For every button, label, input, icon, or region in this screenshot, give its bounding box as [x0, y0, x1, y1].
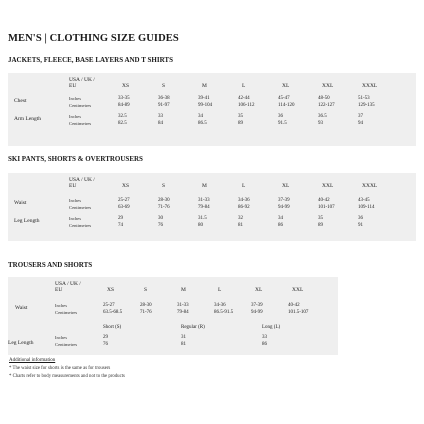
table-cell: 36 [358, 216, 363, 221]
size-header: M [202, 83, 207, 89]
table-cell: 86 [262, 342, 267, 347]
table-cell: 91-97 [158, 103, 170, 108]
table-cell: 51-53 [358, 96, 370, 101]
section-title: JACKETS, FLEECE, BASE LAYERS AND T SHIRTS [8, 56, 173, 64]
table-cell: 71-76 [140, 310, 152, 315]
section-title: SKI PANTS, SHORTS & OVERTROUSERS [8, 155, 143, 163]
table-cell: 86.5 [198, 121, 207, 126]
table-cell: 29 [118, 216, 123, 221]
table-cell: 114-120 [278, 103, 295, 108]
table-cell: 34-36 [238, 198, 250, 203]
row-label: Leg Length [8, 340, 34, 346]
table-cell: 122-127 [318, 103, 335, 108]
table-cell: 101-107 [318, 205, 335, 210]
table-cell: 89 [318, 223, 323, 228]
table-cell: 42-44 [238, 96, 250, 101]
table-cell: 39-41 [198, 96, 210, 101]
row-label: Chest [14, 98, 27, 104]
table-cell: 43-45 [358, 198, 370, 203]
table-cell: 36-38 [158, 96, 170, 101]
table-cell: 84 [158, 121, 163, 126]
row-label: Waist [15, 305, 28, 311]
table-cell: 106-112 [238, 103, 255, 108]
table-cell: 74 [118, 223, 123, 228]
size-header: L [218, 287, 222, 293]
leg-length-header: Long (L) [262, 325, 281, 330]
table-cell: 93 [318, 121, 323, 126]
leg-length-header: Short (S) [103, 325, 122, 330]
size-header: L [242, 83, 246, 89]
table-cell: 29 [103, 335, 108, 340]
table-cell: 84-89 [118, 103, 130, 108]
unit-label: Centimetres [55, 310, 78, 315]
table-cell: 31 [181, 335, 186, 340]
table-cell: 63-69 [118, 205, 130, 210]
table-cell: 86 [278, 223, 283, 228]
note-line: * The waist size for shorts is the same as for trousers [9, 366, 111, 371]
table-cell: 33 [158, 114, 163, 119]
size-header: M [181, 287, 186, 293]
table-cell: 91 [358, 223, 363, 228]
table-cell: 31-33 [177, 303, 189, 308]
unit-label: Inches [69, 198, 81, 203]
size-header: XS [122, 183, 130, 189]
unit-label: Inches [69, 96, 81, 101]
table-cell: 86.5-91.5 [214, 310, 234, 315]
unit-label: Centimetres [55, 342, 78, 347]
note-line: * Charts refer to body measurements and not to the products [9, 374, 125, 379]
region-header: USA / UK / EU [55, 281, 81, 293]
size-header: XL [255, 287, 263, 293]
table-cell: 37-39 [278, 198, 290, 203]
row-label: Arm Length [14, 116, 42, 122]
table-cell: 34 [198, 114, 203, 119]
table-cell: 94 [358, 121, 363, 126]
table-cell: 36 [278, 114, 283, 119]
size-header: S [144, 287, 148, 293]
table-cell: 40-42 [288, 303, 300, 308]
table-cell: 25-27 [118, 198, 130, 203]
page-title: MEN'S | CLOTHING SIZE GUIDES [8, 33, 179, 44]
table-cell: 32 [238, 216, 243, 221]
table-cell: 79-84 [198, 205, 210, 210]
region-header: USA / UK / EU [69, 177, 95, 189]
table-cell: 30 [158, 216, 163, 221]
table-cell: 91.5 [278, 121, 287, 126]
leg-length-header: Regular (R) [181, 325, 205, 330]
size-header: XXL [322, 83, 334, 89]
size-header: XL [282, 183, 290, 189]
table-cell: 63.5-68.5 [103, 310, 123, 315]
table-cell: 81 [238, 223, 243, 228]
size-header: S [162, 83, 166, 89]
unit-label: Inches [55, 335, 67, 340]
table-cell: 82.5 [118, 121, 127, 126]
size-header: XXXL [362, 83, 378, 89]
table-cell: 32.5 [118, 114, 127, 119]
table-cell: 86-92 [238, 205, 250, 210]
table-cell: 129-135 [358, 103, 375, 108]
section-title: TROUSERS AND SHORTS [8, 261, 93, 269]
table-cell: 37-39 [251, 303, 263, 308]
table-cell: 101.5-107 [288, 310, 309, 315]
unit-label: Inches [55, 303, 67, 308]
table-cell: 71-76 [158, 205, 170, 210]
table-cell: 94-99 [251, 310, 263, 315]
table-cell: 33 [262, 335, 267, 340]
size-header: XXL [292, 287, 304, 293]
table-cell: 36.5 [318, 114, 327, 119]
unit-label: Centimetres [69, 205, 92, 210]
table-cell: 33-35 [118, 96, 130, 101]
table-cell: 109-114 [358, 205, 375, 210]
table-cell: 31-33 [198, 198, 210, 203]
unit-label: Centimetres [69, 103, 92, 108]
table-cell: 40-42 [318, 198, 330, 203]
table-cell: 28-30 [158, 198, 170, 203]
table-cell: 25-27 [103, 303, 115, 308]
size-header: XS [122, 83, 130, 89]
table-cell: 48-50 [318, 96, 330, 101]
unit-label: Centimetres [69, 121, 92, 126]
size-header: XXXL [362, 183, 378, 189]
row-label: Leg Length [14, 218, 40, 224]
unit-label: Centimetres [69, 223, 92, 228]
table-cell: 35 [238, 114, 243, 119]
table-cell: 76 [158, 223, 163, 228]
table-cell: 37 [358, 114, 363, 119]
size-header: L [242, 183, 246, 189]
unit-label: Inches [69, 216, 81, 221]
unit-label: Inches [69, 114, 81, 119]
size-header: XS [107, 287, 115, 293]
table-cell: 76 [103, 342, 108, 347]
table-cell: 99-104 [198, 103, 213, 108]
table-cell: 81 [181, 342, 186, 347]
table-cell: 28-30 [140, 303, 152, 308]
table-cell: 45-47 [278, 96, 290, 101]
row-label: Waist [14, 200, 27, 206]
table-cell: 35 [318, 216, 323, 221]
table-cell: 34 [278, 216, 283, 221]
table-cell: 79-84 [177, 310, 189, 315]
table-cell: 31.5 [198, 216, 207, 221]
table-cell: 94-99 [278, 205, 290, 210]
table-cell: 80 [198, 223, 203, 228]
table-cell: 34-36 [214, 303, 226, 308]
size-header: XL [282, 83, 290, 89]
size-header: S [162, 183, 166, 189]
table-cell: 89 [238, 121, 243, 126]
size-header: XXL [322, 183, 334, 189]
size-header: M [202, 183, 207, 189]
notes-label: Additional information [9, 358, 56, 363]
region-header: USA / UK / EU [69, 77, 95, 89]
